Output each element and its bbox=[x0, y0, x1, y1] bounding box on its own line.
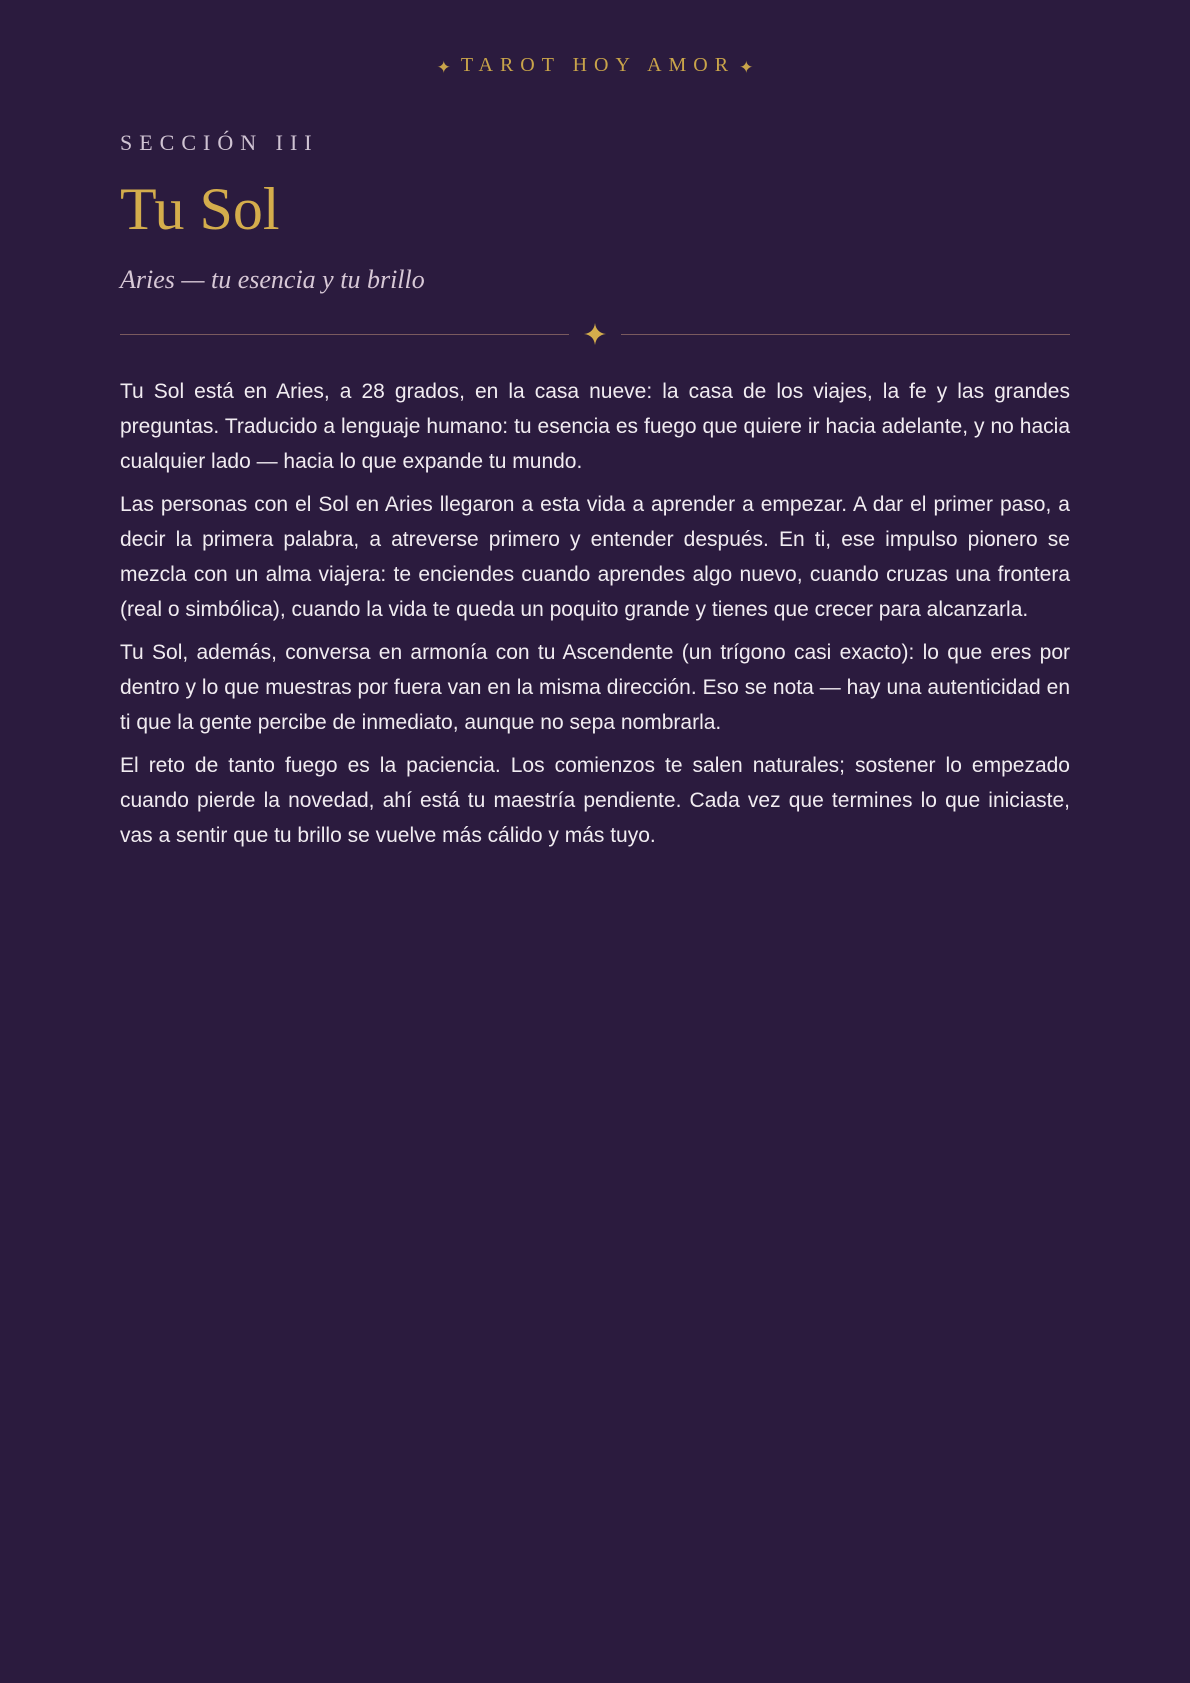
body-text bbox=[120, 374, 1070, 861]
section-divider bbox=[120, 320, 1070, 350]
sparkle-star-icon: ✦ bbox=[739, 58, 754, 77]
brand-name: TAROT HOY AMOR bbox=[460, 54, 736, 76]
body-paragraph: Las personas con el Sol en Aries llegaron a esta vida a aprender a empezar. A dar el primer paso, a decir la primera palabra, a atreverse primero y entender después. En ti, ese impulso pionero se mezcla con un alma viajera: te enciendes cuando aprendes algo nuevo, cuando cruzas una frontera (real o simbólica), cuando la vida te queda un poquito grande y tienes que crecer para alcanzarla. bbox=[120, 493, 1070, 621]
section-label: SECCIÓN III bbox=[120, 130, 319, 155]
body-paragraph: El reto de tanto fuego es la paciencia. Los comienzos te salen naturales; sostener lo empezado cuando pierde la novedad, ahí está tu maestría pendiente. Cada vez que termines lo que iniciaste, vas a sentir que tu brillo se vuelve más cálido y más tuyo. bbox=[120, 754, 1070, 847]
body-paragraph: Tu Sol, además, conversa en armonía con tu Ascendente (un trígono casi exacto): lo que eres por dentro y lo que muestras por fuera van en la misma dirección. Eso se nota — hay una autenticidad en ti que la gente percibe de inmediato, aunque no sepa nombrarla. bbox=[120, 641, 1070, 734]
brand-header bbox=[0, 50, 1190, 83]
divider-line-right bbox=[621, 334, 1070, 335]
section-title: Tu Sol bbox=[120, 176, 280, 242]
body-paragraph: Tu Sol está en Aries, a 28 grados, en la casa nueve: la casa de los viajes, la fe y las grandes preguntas. Traducido a lenguaje humano: tu esencia es fuego que quiere ir hacia adelante, y no hacia cualquier lado — hacia lo que expande tu mundo. bbox=[120, 380, 1070, 473]
divider-line-left bbox=[120, 334, 569, 335]
four-point-star-icon bbox=[581, 320, 609, 348]
section-subtitle: Aries — tu esencia y tu brillo bbox=[120, 265, 425, 294]
sparkle-star-icon: ✦ bbox=[436, 58, 451, 77]
